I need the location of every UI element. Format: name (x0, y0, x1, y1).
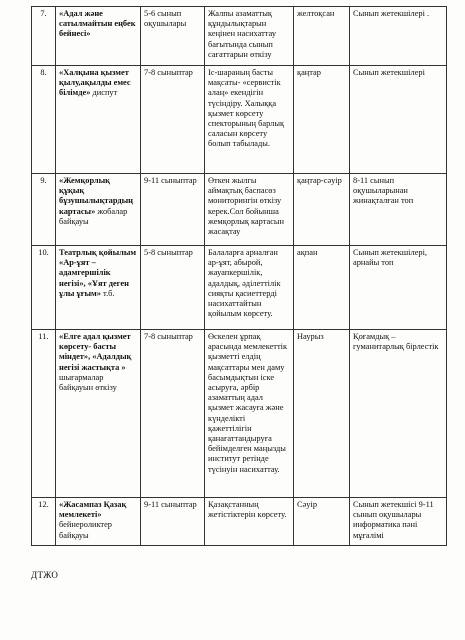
row-number: 11. (32, 330, 56, 498)
row-number: 8. (32, 66, 56, 174)
event-type: т.б. (100, 288, 115, 298)
event-cell (56, 498, 141, 546)
event-title: «Адал және сатылмайтын еңбек бейнесі» (59, 9, 136, 39)
event-cell (56, 246, 141, 330)
event-title: Театрлық қойылым «Ар-ұят – адамгершілік негізі», «Ұят деген ұлы ұғым» (59, 248, 137, 298)
goal-cell: Өткен жылгы аймақтық баспасөз мониторингін өткізу керек.Сол бойынша жемқорлық картасын жасақтау (205, 174, 294, 246)
participants-cell: 9-11 сыныптар (141, 498, 205, 546)
responsible-cell: Сынып жетекшілері (350, 66, 447, 174)
participants-cell: 7-8 сыныптар (141, 330, 205, 498)
row-number: 10. (32, 246, 56, 330)
row-number: 12. (32, 498, 56, 546)
date-cell: Сәуір (294, 498, 350, 546)
event-type: жобалар байқауы (59, 206, 128, 226)
goal-cell: Өскелен ұрпақ арасында мемлекеттік қызметті елдің мақсаттары мен даму басымдықтын іске асыруға, әрбір азаматтың адал қызмет жасауға және күнделікті қажеттілігін қанағаттандыруға бейімделген маңызды институт ретінде түсінуін насихаттау. (205, 330, 294, 498)
date-cell: желтоқсан (294, 7, 350, 66)
table-row (32, 66, 447, 174)
responsible-cell: Қоғамдық – гуманитарлық бірлестік (350, 330, 447, 498)
table-row (32, 174, 447, 246)
event-type: диспут (90, 88, 118, 98)
event-cell (56, 66, 141, 174)
event-cell (56, 7, 141, 66)
goal-cell: Қазақстанның жетістіктерін көрсету. (205, 498, 294, 546)
event-cell (56, 174, 141, 246)
event-title: «Елге адал қызмет көрсету- басты міндет», «Адалдық негізі жастықта » (59, 332, 132, 372)
responsible-cell: Сынып жетекшілері . (350, 7, 447, 66)
date-cell: ақпан (294, 246, 350, 330)
participants-cell: 5-6 сынып оқушылары (141, 7, 205, 66)
goal-cell: Балаларға арналған ар-ұят, абырой, жауапкершілік, адалдық, әділеттілік сияқты қасиеттерді насихаттайтын қойылым көрсету. (205, 246, 294, 330)
responsible-cell: Сынып жетекшілері, арнайы топ (350, 246, 447, 330)
event-cell (56, 330, 141, 498)
table-row (32, 246, 447, 330)
goal-cell: Жалпы азаматтық құндылықтарын кеңінен насихаттау бағытында сынып сағаттарын өткізу (205, 7, 294, 66)
event-title: «Халқына қызмет қылу,ақылды емес білімде» (59, 68, 131, 98)
event-type: шығармалар байқауын өткізу (59, 372, 117, 393)
date-cell: қаңтар (294, 66, 350, 174)
table-row (32, 498, 447, 546)
responsible-cell: Сынып жетекшісі 9-11 сынып оқушылары информатика пәні мұғалімі (350, 498, 447, 546)
table-row (32, 7, 447, 66)
event-title: «Жемқорлық құқық бұзушылықтардың картасы» (59, 176, 133, 216)
goal-cell: Іс-шараның басты мақсаты- «сервистік алаң» екендігін түсіндіру. Халыққа қызмет көрсету спекторының барлық саласын көрсету болып табылады. (205, 66, 294, 174)
responsible-cell: 8-11 сынып оқушыларынан жинақталған топ (350, 174, 447, 246)
row-number: 7. (32, 7, 56, 66)
footer-signature: ДТЖО (31, 570, 59, 580)
row-number: 9. (32, 174, 56, 246)
plan-table (31, 6, 447, 546)
participants-cell: 7-8 сыныптар (141, 66, 205, 174)
participants-cell: 9-11 сыныптар (141, 174, 205, 246)
table-row (32, 330, 447, 498)
event-type: бейнероликтер байқауы (59, 520, 112, 540)
participants-cell: 5-8 сыныптар (141, 246, 205, 330)
event-title: «Жасампаз Қазақ мемлекеті» (59, 500, 127, 520)
date-cell: Наурыз (294, 330, 350, 498)
date-cell: қаңтар-сәуір (294, 174, 350, 246)
